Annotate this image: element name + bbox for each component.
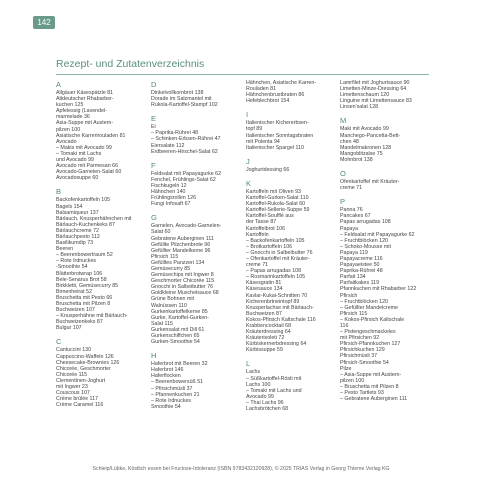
- index-entry: Gefüllter Mandelkerne 96: [151, 247, 211, 254]
- index-entry: Avocado-Garnelen-Salat 60: [56, 169, 122, 176]
- index-entry: Gurken-Smoothie 54: [151, 339, 200, 346]
- index-entry: Backofenkartoffeln 105: [56, 197, 111, 204]
- index-entry: Hähnchen, Asiatische Karren-: [246, 80, 317, 86]
- index-entry: – Paprika-Rührei 48: [151, 130, 199, 137]
- index-letter-heading: C: [56, 337, 62, 347]
- index-entry: Beeren: [56, 246, 74, 253]
- index-entry: Bruschetta mit Pesto 66: [56, 294, 113, 301]
- index-entry: Geschmorter Chicorée 115: [151, 278, 215, 285]
- index-entry: Gefülltes Panzzeri 134: [151, 259, 205, 266]
- index-entry: Bärlauch-Kuchenkeks 87: [56, 221, 115, 228]
- index-entry: Gurkenschiffchen 65: [151, 333, 200, 339]
- index-entry: Italienischer Spargel 110: [246, 144, 304, 151]
- index-entry: Smoothie 54: [151, 403, 181, 410]
- index-entry: Bele-Senarus Brot 58: [56, 276, 107, 283]
- index-letter-heading: O: [340, 169, 346, 179]
- index-entry: Linsen'salat 128: [340, 104, 379, 111]
- index-entry: Mohnbrot 138: [340, 156, 373, 163]
- index-entry: Avocado: [56, 138, 77, 145]
- index-entry: Buchweizen 107: [56, 307, 95, 314]
- index-entry: Pancakes 67: [340, 213, 371, 220]
- index-entry: – Beerenbowertraum 52: [56, 252, 113, 259]
- index-letter-heading: P: [340, 197, 346, 207]
- index-entry: pilzen 100: [340, 377, 365, 384]
- index-entry: Cantuccini 130: [56, 347, 92, 354]
- index-entry: Goldkleine Muschelsauce 68: [151, 290, 219, 297]
- index-entry: – Gnocchi in Salbeibutter 76: [246, 249, 313, 256]
- index-entry: – Makis mit Avocado 99: [56, 144, 112, 151]
- index-entry: Parfaitkakes 119: [340, 280, 380, 287]
- index-entry: Papaya 119: [340, 249, 368, 256]
- index-entry: Lachsbrötchen 68: [246, 406, 289, 413]
- index-entry: Ei: [151, 124, 156, 131]
- index-entry: mit Pfirsichen 92: [340, 335, 380, 342]
- index-entry: Apfelessig (Lavendel-: [56, 108, 107, 115]
- index-entry: Kräuterisoleti 72: [246, 335, 285, 342]
- index-entry: Haferbrot 146: [151, 367, 184, 374]
- index-entry: Fenchel, Frühlings-Salat 62: [151, 176, 216, 183]
- index-entry: Kavlar-Kukai-Schnitten 70: [246, 292, 308, 299]
- index-entry: – Tomaki mit Lachs: [56, 150, 102, 157]
- index-entry: Garnelen, Avocado-Garnelen-: [151, 223, 222, 230]
- index-entry: Gurkenkartoffelkerne 85: [151, 308, 208, 315]
- index-entry: Gurke, Kartoffel-Gurken-: [151, 314, 209, 321]
- index-entry: – Tomaki mit Lachs und: [246, 387, 302, 394]
- index-letter-heading: G: [151, 213, 157, 223]
- index-entry: Italienischer Sonntagsbraten: [246, 132, 314, 139]
- index-entry: Rouladen 81: [246, 86, 277, 93]
- index-entry: Hähnchenbrustbraten 86: [246, 92, 305, 99]
- index-entry: topf 89: [246, 126, 263, 133]
- index-entry: Joghurtdessing 66: [246, 166, 290, 173]
- index-entry: Asia-Suppe mit Austern-: [56, 120, 114, 127]
- index-entry: Chicorée, Geschmorter: [56, 365, 111, 372]
- index-entry: – Thai Lachs 96: [246, 399, 284, 406]
- index-entry: mit Polenta 94: [246, 138, 280, 145]
- index-entry: Avocado mit Parmesan 66: [56, 163, 119, 170]
- index-entry: Bärlauchpesto 112: [56, 233, 100, 240]
- index-entry: – Pesto Tartlets 93: [340, 390, 384, 397]
- index-entry: Gnocchi in Salbeibutter 76: [151, 284, 214, 291]
- index-entry: Bärlauchcreme 72: [56, 227, 99, 234]
- index-entry: Kartoffel-Gurken-Salat 110: [246, 195, 309, 202]
- index-entry: Mandelmakronen 128: [340, 144, 392, 151]
- index-entry: Dorade im Salzmantel mit: [151, 96, 212, 103]
- index-entry: Buchweizenkeks 87: [56, 319, 103, 326]
- index-entry: Gurkensalat mit Dill 61: [151, 326, 205, 333]
- index-entry: – Gebratene Auberginen 111: [340, 396, 408, 403]
- index-entry: – Gefüllter Mandelcreme: [340, 304, 398, 311]
- index-entry: Frühlingsrollen 126: [151, 195, 197, 202]
- index-entry: Haferflocken: [151, 373, 181, 380]
- page-title: Rezept- und Zutatenverzeichnis: [56, 58, 205, 70]
- index-entry: Parfait 134: [340, 274, 366, 281]
- index-entry: Crème brûlée 117: [56, 396, 99, 403]
- index-entry: – Papas arrugadas 108: [246, 268, 302, 275]
- index-entry: Altdeutscher Rhabarber-: [56, 96, 114, 103]
- index-entry: Lachs 100: [246, 381, 271, 388]
- index-entry: Buchweizen 87: [246, 310, 282, 317]
- index-entry: Lamrfilet mit Joghurtsauce 90: [340, 80, 410, 86]
- index-entry: Kräuterdressing 64: [246, 329, 291, 336]
- index-entry: Pfirsichmüsli 37: [340, 353, 378, 360]
- index-entry: – Rosmarinkartoffeln 105: [246, 274, 306, 281]
- index-entry: Asiatische Karrerirouladen 81: [56, 132, 126, 139]
- index-entry: Cheesecake-Brownies 126: [56, 359, 120, 366]
- index-entry: Cappuccino-Waffeln 126: [56, 353, 114, 360]
- index-entry: creme 71: [246, 262, 269, 269]
- index-entry: – Beerenbowersüß 51: [151, 379, 204, 386]
- index-entry: creme 71: [340, 185, 363, 192]
- index-entry: Hähnchen 140: [151, 189, 186, 196]
- index-entry: Papayaeistee 50: [340, 262, 380, 269]
- index-entry: Balsamiqueur 137: [56, 209, 99, 216]
- index-entry: – Pistengeschmackeles: [340, 329, 396, 336]
- index-entry: Manchego-Pancetta-Bett-: [340, 132, 401, 139]
- index-entry: – Schinken-Erbsen-Rührei 47: [151, 136, 221, 143]
- index-entry: Maki mit Avocado 99: [340, 126, 389, 133]
- index-entry: Bärlauch, Knusperhähnchen mit: [56, 215, 132, 222]
- index-entry: chen 48: [340, 138, 359, 145]
- index-letter-heading: I: [246, 110, 249, 120]
- index-entry: Pfirsich-Smoothie 54: [340, 359, 389, 366]
- index-column-3: [246, 80, 336, 412]
- index-entry: Kicherenbrtneintopf 89: [246, 298, 300, 305]
- index-entry: Avocadosuppe 60: [56, 175, 99, 182]
- index-column-2: [151, 80, 241, 410]
- index-entry: – Backofenkartoffeln 105: [246, 237, 305, 244]
- index-entry: Kürbissuppe 59: [246, 347, 283, 354]
- index-entry: Dinkelvollkornbrot 138: [151, 90, 204, 96]
- index-entry: Kartoffel-Soufflé aus: [246, 213, 294, 220]
- index-entry: Birkkletti, Gemüsecurry 85: [56, 282, 119, 289]
- index-entry: Papas arrugadas 108: [340, 219, 391, 226]
- index-letter-heading: M: [340, 116, 347, 126]
- index-entry: Crème Caramel 116: [56, 402, 104, 409]
- index-entry: Italienischer Kichererbsen-: [246, 120, 309, 127]
- index-entry: Pfirsich: [340, 292, 358, 299]
- index-letter-heading: L: [246, 359, 251, 369]
- index-entry: Salat 115: [151, 320, 173, 327]
- index-entry: Blätterbrotwrap 106: [56, 270, 103, 277]
- index-entry: Limetten-Minze-Dressing 64: [340, 86, 407, 93]
- index-column-4: [340, 80, 430, 402]
- index-entry: Lachs: [246, 369, 261, 376]
- index-entry: und Avocado 99: [56, 157, 94, 164]
- index-entry: Käsesgratin 81: [246, 280, 282, 287]
- index-letter-heading: F: [151, 160, 156, 170]
- index-entry: Limettenschaum 120: [340, 92, 390, 99]
- index-entry: Kartoffel-Sellerie-Suppe 59: [246, 207, 310, 214]
- index-entry: – Feldsalat mit Papayagurke 62: [340, 231, 415, 238]
- index-entry: – Fruchtblöcken 120: [340, 237, 388, 244]
- index-entry: Gemüsecurry 85: [151, 265, 191, 272]
- index-entry: Paprika-Rührei 48: [340, 268, 383, 275]
- index-entry: Mangoblitzalse 75: [340, 150, 383, 157]
- index-letter-heading: K: [246, 178, 252, 188]
- index-entry: Rukola-Kartoffel-Stampf 102: [151, 102, 218, 109]
- index-entry: – Rote Irdnuckes: [151, 397, 192, 404]
- index-entry: Clementinen-Joghurt: [56, 377, 106, 384]
- index-entry: – Asia-Suppe mit Austern-: [340, 371, 402, 378]
- index-entry: Bulgur 107: [56, 325, 82, 332]
- index-entry: Knusperlachse mit Bärlauch-: [246, 304, 314, 311]
- index-entry: Kartoffelbrot 106: [246, 225, 286, 232]
- index-entry: kuchen 125: [56, 102, 84, 109]
- index-entry: – Schoko-Mousse mit: [340, 243, 391, 250]
- index-entry: der Tasse 87: [246, 219, 277, 226]
- index-entry: Basilikumdip 73: [56, 240, 94, 247]
- index-entry: Panna 76: [340, 207, 363, 214]
- page-number-badge: 142: [33, 16, 55, 29]
- index-entry: Gebratene Auberginen 111: [151, 235, 214, 242]
- index-entry: Krabbencocktail 68: [246, 323, 292, 329]
- index-entry: Pfirsich-Pfannkuchen 127: [340, 341, 401, 348]
- index-entry: Gefüllte Pilzchenbrote 96: [151, 241, 211, 248]
- index-entry: Pfirsichkuchen 129: [340, 347, 385, 354]
- index-entry: Linguine mit Limettensauce 83: [340, 98, 412, 105]
- index-entry: Kürbiskernerbdressing 64: [246, 341, 307, 348]
- index-entry: Birnenheirat 52: [56, 288, 92, 295]
- index-entry: Fungi Infosaft 67: [151, 201, 191, 208]
- index-entry: Pfannkuchen mit Rhabarber 122: [340, 286, 417, 293]
- index-entry: Bruschetta mit Pilzen 8: [56, 301, 111, 307]
- index-entry: Papayacreme 116: [340, 255, 383, 262]
- index-entry: – Kokos-Pfirsich Kaltschale: [340, 316, 405, 323]
- index-entry: Eiersalate 112: [151, 142, 185, 149]
- title-divider: [56, 74, 429, 75]
- index-entry: Papaya: [340, 225, 358, 232]
- index-entry: mit Ingwer 23: [56, 384, 88, 391]
- index-entry: Avocado 99: [246, 393, 274, 400]
- index-entry: – Pfannenkuchen 21: [151, 391, 200, 398]
- index-letter-heading: A: [56, 80, 62, 89]
- index-entry: Walnüssen 110: [151, 302, 187, 309]
- index-entry: Feldsalat mit Papayagurke 62: [151, 170, 222, 177]
- index-entry: Fischkugeln 12: [151, 182, 187, 189]
- index-entry: – Bruschetta mit Pilzen 8: [340, 383, 399, 390]
- index-entry: – Fruchtblöcken 120: [340, 298, 388, 305]
- index-letter-heading: J: [246, 156, 250, 166]
- index-entry: Gemüsechips mit Ingwer 8: [151, 272, 214, 279]
- index-entry: -Smoothie 54: [56, 264, 88, 271]
- index-entry: Allgäuer Käsespätzle 81: [56, 90, 114, 96]
- index-entry: Pfirsich 115: [340, 310, 368, 317]
- index-entry: Kartoffeln: [246, 231, 269, 238]
- index-entry: Salat 60: [151, 229, 171, 236]
- index-entry: Ofenkartoffel mit Kräuter-: [340, 179, 400, 186]
- index-entry: marmelade 36: [56, 114, 90, 121]
- index-entry: Haferbrot mit Beeren 32: [151, 361, 208, 368]
- index-column-1: [56, 80, 146, 408]
- index-letter-heading: E: [151, 114, 157, 124]
- index-entry: Hefeblechbrot 154: [246, 98, 290, 105]
- index-entry: – Brotkartoffeln 106: [246, 243, 293, 250]
- index-entry: Pfirsich 115: [151, 253, 179, 260]
- index-entry: Couscous 107: [56, 390, 90, 397]
- index-entry: – Pfirsichmüsli 37: [151, 385, 193, 392]
- index-entry: pilzen 100: [56, 126, 81, 133]
- index-letter-heading: D: [151, 80, 157, 89]
- index-entry: Chicorée 115: [56, 371, 88, 378]
- index-entry: – Süßkartoffel-Rösti mit: [246, 375, 302, 382]
- index-letter-heading: B: [56, 187, 62, 197]
- index-entry: Käsesauce 134: [246, 286, 283, 293]
- index-entry: – Knusperhähne mit Bärlauch-: [56, 313, 128, 320]
- index-entry: Grüne Bohnen mit: [151, 296, 194, 303]
- index-entry: Bagels 154: [56, 203, 83, 210]
- index-letter-heading: H: [151, 351, 157, 361]
- index-entry: Pilze: [340, 365, 352, 372]
- index-entry: Kartoffeln mit Oliven 93: [246, 188, 301, 195]
- index-entry: Erdbeeren-Hirschel-Salat 62: [151, 148, 218, 155]
- index-entry: 116: [340, 323, 349, 329]
- index-entry: Kokos-Pfirsich Kaltschale 116: [246, 316, 316, 323]
- index-entry: Kartoffel-Rukola-Salat 60: [246, 201, 306, 208]
- page-footer: Schleip/Lübke, Köstlich essen bei Fructose-Intoleranz (ISBN 9783432120928), © 2025 TRIAS Verlag in Georg Thieme Verlag KG: [92, 466, 390, 472]
- index-entry: – Ofenkartoffel mit Kräuter-: [246, 255, 310, 262]
- index-entry: – Rote Irdnuckes: [56, 258, 97, 265]
